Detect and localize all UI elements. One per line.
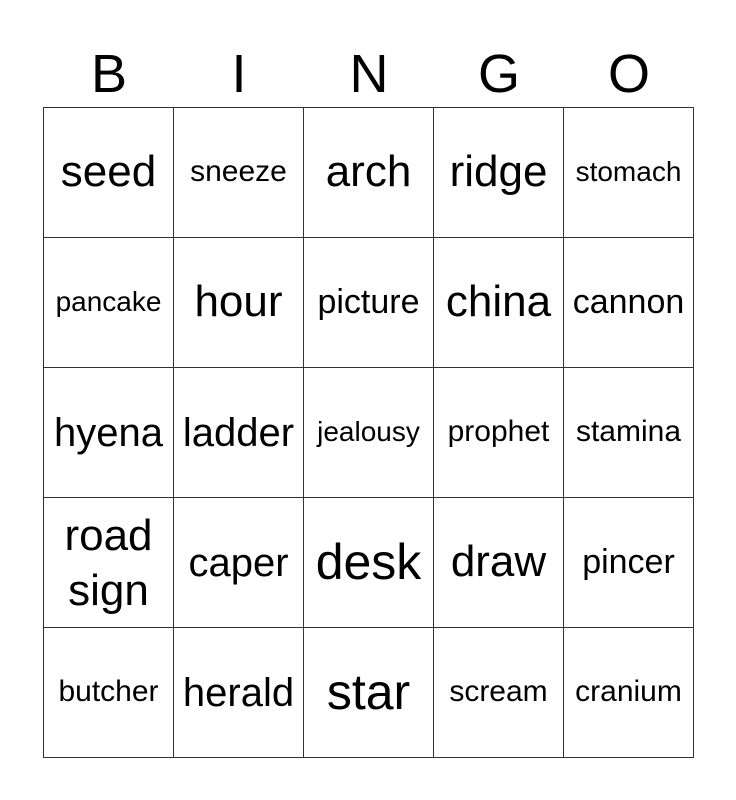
header-letter-g: G xyxy=(477,44,520,104)
header-letter-o: O xyxy=(607,44,650,104)
cell-word: butcher xyxy=(58,675,159,709)
bingo-cell[interactable] xyxy=(564,368,694,498)
bingo-cell[interactable] xyxy=(434,108,564,238)
cell-word: sneeze xyxy=(190,155,287,189)
cell-word: cranium xyxy=(575,675,682,709)
bingo-cell[interactable] xyxy=(304,238,434,368)
bingo-cell[interactable] xyxy=(564,628,694,758)
cell-word: hyena xyxy=(54,410,163,455)
cell-word: jealousy xyxy=(317,416,420,448)
bingo-cell[interactable] xyxy=(174,368,304,498)
bingo-header xyxy=(44,40,694,108)
cell-word: ladder xyxy=(182,410,295,455)
bingo-cell[interactable] xyxy=(564,498,694,628)
cell-word: pincer xyxy=(582,542,675,581)
bingo-cell[interactable] xyxy=(174,108,304,238)
bingo-cell[interactable] xyxy=(434,498,564,628)
bingo-cell[interactable] xyxy=(304,108,434,238)
cell-word: star xyxy=(326,663,411,720)
bingo-grid xyxy=(43,107,694,758)
bingo-cell[interactable] xyxy=(44,498,174,628)
bingo-cell[interactable] xyxy=(174,498,304,628)
cell-word: picture xyxy=(317,282,420,321)
cell-word: seed xyxy=(60,147,157,197)
cell-word: stomach xyxy=(575,156,682,188)
cell-word: arch xyxy=(325,147,412,197)
bingo-cell[interactable] xyxy=(434,238,564,368)
header-letter-i: I xyxy=(231,44,247,104)
cell-word: hour xyxy=(194,277,283,327)
bingo-cell[interactable] xyxy=(44,628,174,758)
cell-word: caper xyxy=(188,540,289,585)
bingo-cell[interactable] xyxy=(44,238,174,368)
bingo-cell[interactable] xyxy=(564,238,694,368)
cell-word: cannon xyxy=(572,282,685,321)
bingo-cell[interactable] xyxy=(304,498,434,628)
cell-word: prophet xyxy=(447,415,550,449)
bingo-cell[interactable] xyxy=(44,368,174,498)
cell-word: ridge xyxy=(449,147,548,197)
cell-word: china xyxy=(445,277,552,327)
cell-word: herald xyxy=(182,670,295,715)
cell-word: pancake xyxy=(55,286,162,318)
bingo-cell[interactable] xyxy=(304,368,434,498)
bingo-cell[interactable] xyxy=(174,628,304,758)
bingo-cell[interactable] xyxy=(564,108,694,238)
bingo-cell[interactable] xyxy=(434,368,564,498)
bingo-cell[interactable] xyxy=(434,628,564,758)
cell-word: road sign xyxy=(64,510,153,615)
header-letter-b: B xyxy=(90,44,128,104)
cell-word: scream xyxy=(449,675,548,709)
bingo-cell[interactable] xyxy=(304,628,434,758)
bingo-cell[interactable] xyxy=(174,238,304,368)
cell-word: stamina xyxy=(575,415,682,449)
cell-word: desk xyxy=(315,533,422,590)
bingo-cell[interactable] xyxy=(44,108,174,238)
cell-word: draw xyxy=(450,537,547,587)
header-letter-n: N xyxy=(349,44,389,104)
